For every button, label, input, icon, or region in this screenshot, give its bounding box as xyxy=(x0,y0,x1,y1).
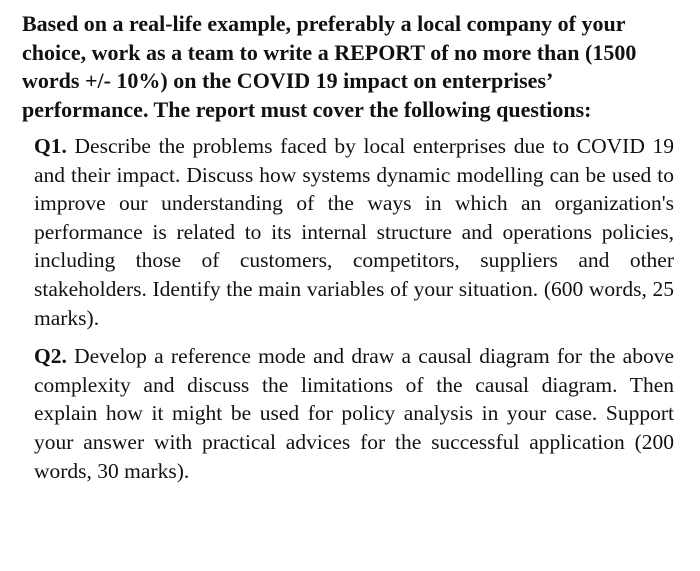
assignment-instructions: Based on a real-life example, preferably a local company of your choice, work as a team to write a REPORT of no more than (1500 words +/- 10%) on the COVID 19 impact on enterprises’ performance. The report must cover the following questions: xyxy=(22,11,637,122)
question-1 xyxy=(34,132,674,332)
question-2 xyxy=(34,342,674,485)
question-2-label: Q2. xyxy=(34,344,67,369)
question-1-label: Q1. xyxy=(34,134,67,158)
question-1-text: Describe the problems faced by local enterprises due to COVID 19 and their impact. Discuss how systems dynamic modelling can be used to improve our understanding of the ways in which an organization's performance is related to its internal structure and operations policies, including those of customers, competitors, suppliers and other stakeholders. Identify the main variables of your situation. (600 words, 25 marks). xyxy=(34,134,675,330)
question-2-text: Develop a reference mode and draw a causal diagram for the above complexity and discuss the limitations of the causal diagram. Then explain how it might be used for policy analysis in your case. Support your answer with practical advices for the successful application (200 words, 30 marks). xyxy=(34,344,675,483)
